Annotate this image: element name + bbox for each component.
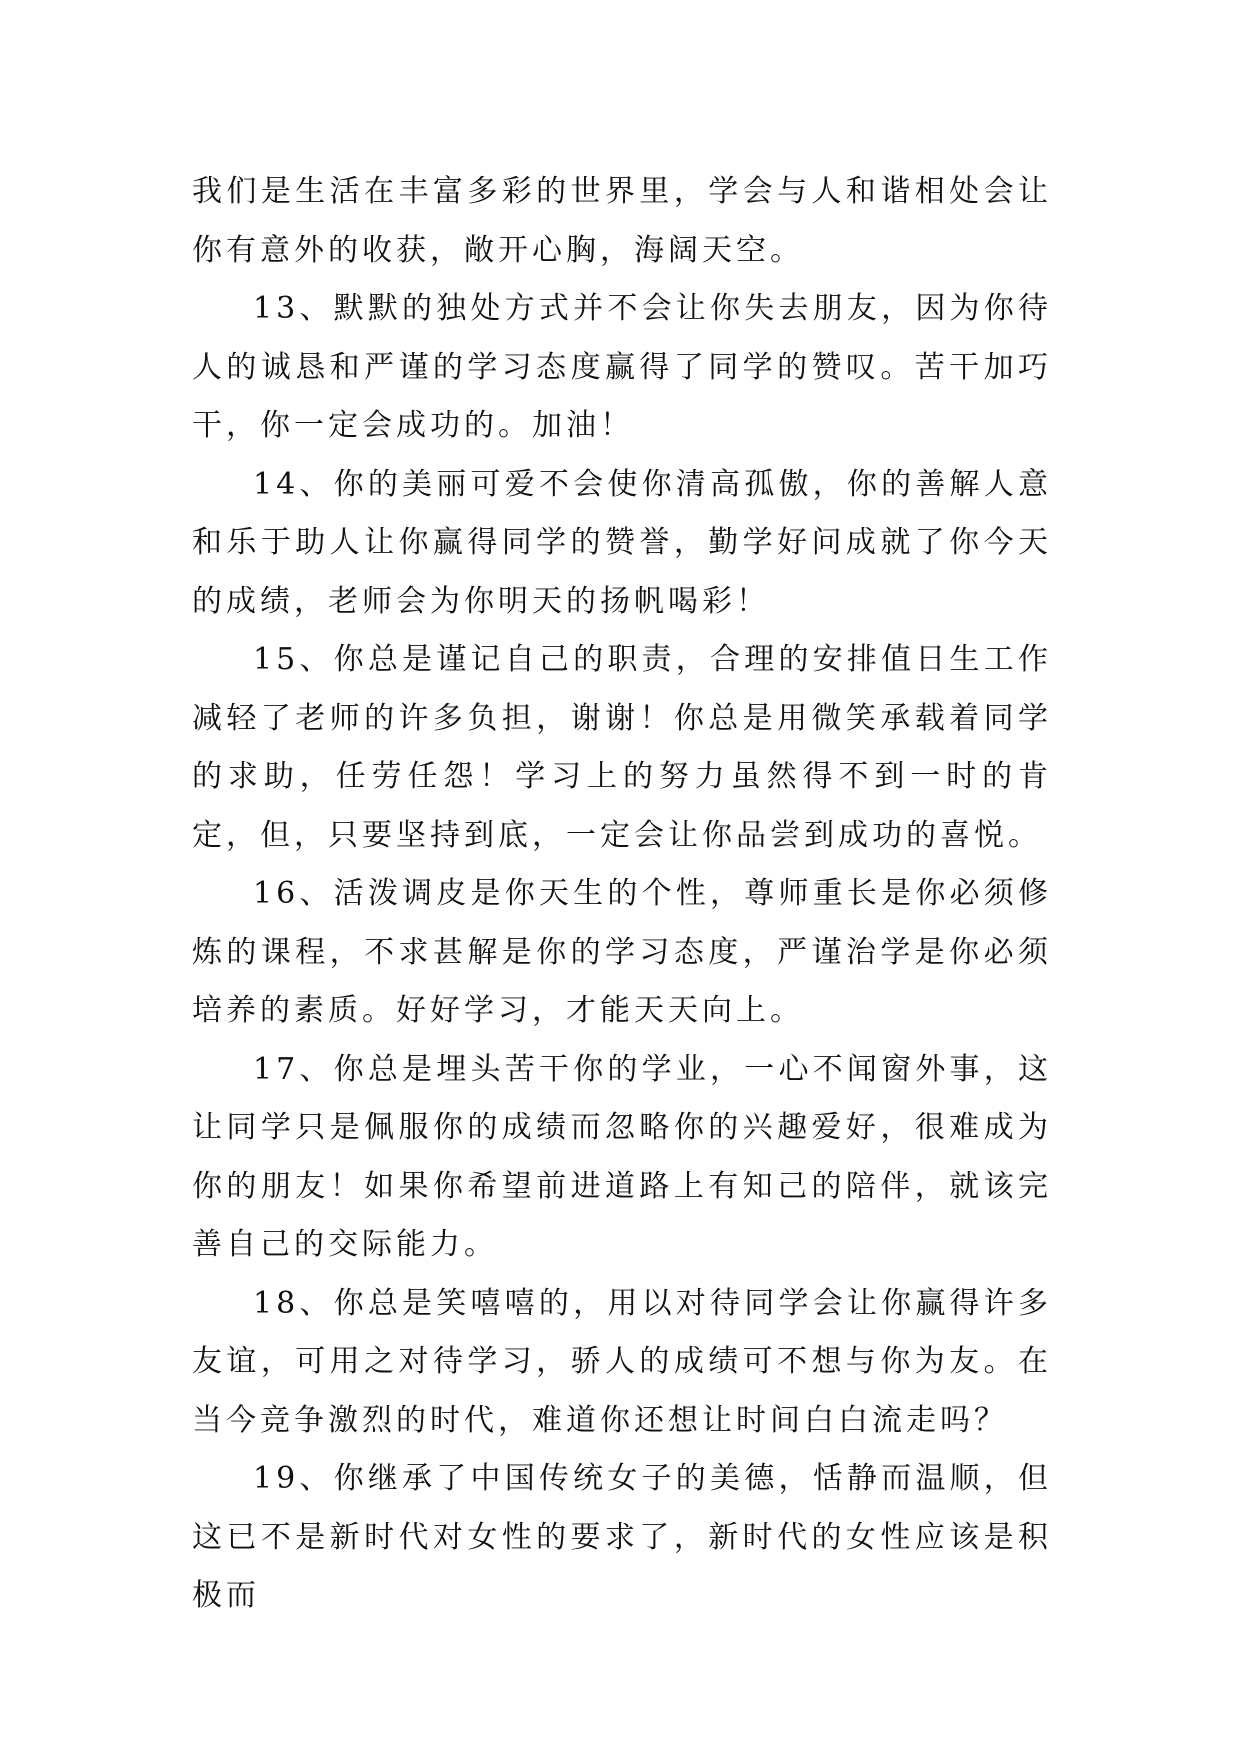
paragraph-continuation: 我们是生活在丰富多彩的世界里，学会与人和谐相处会让你有意外的收获，敞开心胸，海阔天空。	[192, 174, 1052, 268]
paragraph-17: 17、你总是埋头苦干你的学业，一心不闻窗外事，这让同学只是佩服你的成绩而忽略你的兴趣爱好，很难成为你的朋友！如果你希望前进道路上有知己的陪伴，就该完善自己的交际能力。	[192, 1051, 1052, 1262]
document-page	[192, 163, 1052, 1626]
paragraph-16: 16、活泼调皮是你天生的个性，尊师重长是你必须修炼的课程，不求甚解是你的学习态度，严谨治学是你必须培养的素质。好好学习，才能天天向上。	[192, 876, 1052, 1028]
paragraph-15: 15、你总是谨记自己的职责，合理的安排值日生工作减轻了老师的许多负担，谢谢！你总是用微笑承载着同学的求助，任劳任怨！学习上的努力虽然得不到一时的肯定，但，只要坚持到底，一定会让你品尝到成功的喜悦。	[192, 642, 1052, 853]
paragraph-18: 18、你总是笑嘻嘻的，用以对待同学会让你赢得许多友谊，可用之对待学习，骄人的成绩可不想与你为友。在当今竞争激烈的时代，难道你还想让时间白白流走吗？	[192, 1285, 1052, 1438]
paragraph-14: 14、你的美丽可爱不会使你清高孤傲，你的善解人意和乐于助人让你赢得同学的赞誉，勤学好问成就了你今天的成绩，老师会为你明天的扬帆喝彩！	[192, 466, 1052, 619]
paragraph-19: 19、你继承了中国传统女子的美德，恬静而温顺，但这已不是新时代对女性的要求了，新时代的女性应该是积极而	[192, 1461, 1052, 1613]
paragraph-13: 13、默默的独处方式并不会让你失去朋友，因为你待人的诚恳和严谨的学习态度赢得了同学的赞叹。苦干加巧干，你一定会成功的。加油！	[192, 291, 1052, 443]
